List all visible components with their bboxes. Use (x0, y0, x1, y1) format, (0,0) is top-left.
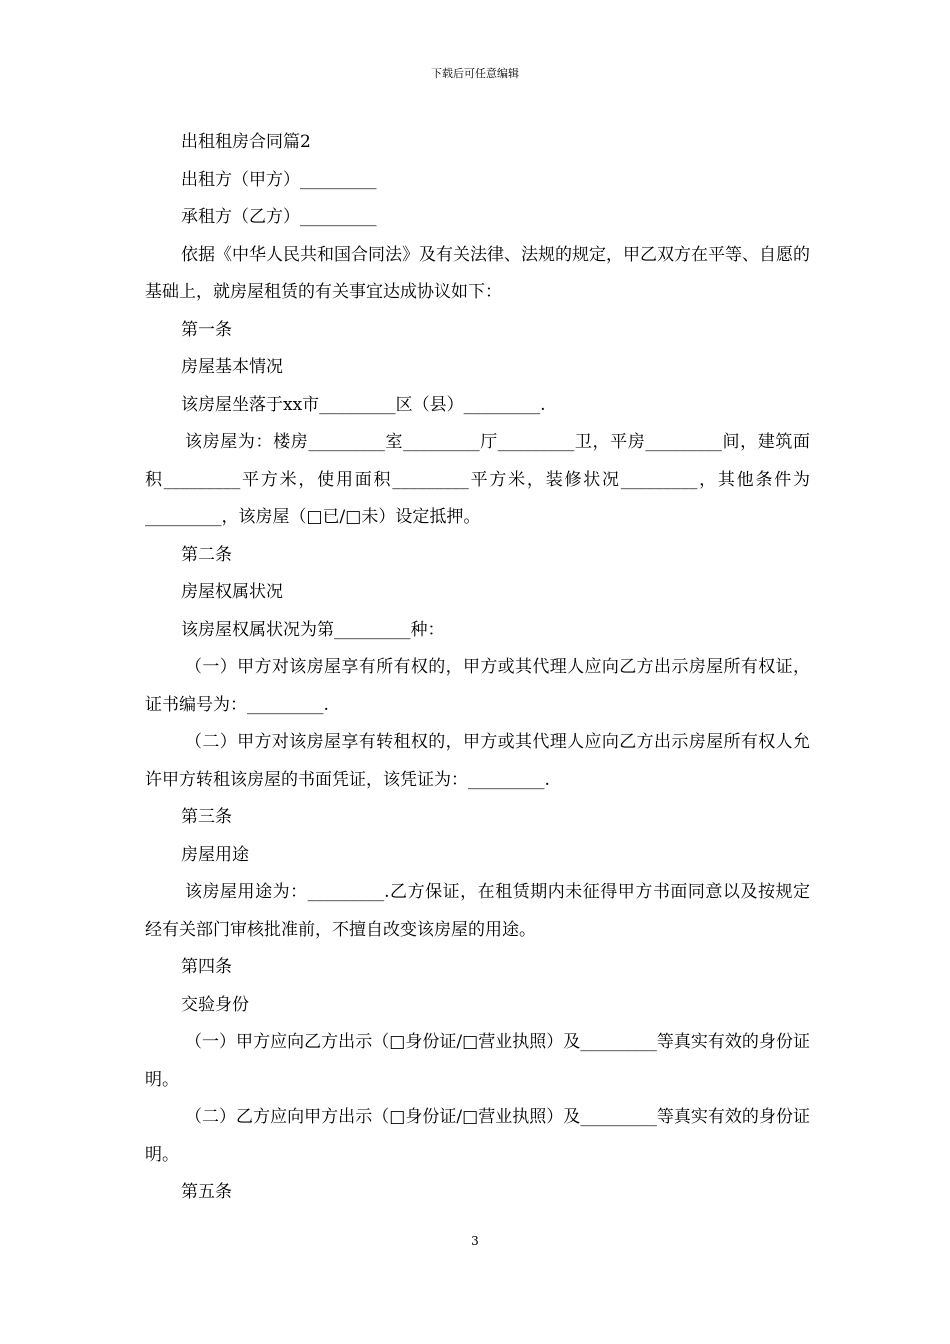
property-details-paragraph: 该房屋为：楼房_________室_________厅_________卫，平房_________间，建筑面积_________平方米，使用面积_________平方米，装修状况_________，其他条件为_________，该房屋（□已/□未）设定抵押。 (145, 432, 810, 527)
ownership-clause-2: （二）甲方对该房屋享有转租权的，甲方或其代理人应向乙方出示房屋所有权人允许甲方转租该房屋的书面凭证，该凭证为：_________. (145, 732, 810, 790)
article-4-title: 交验身份 (181, 994, 249, 1015)
contract-title: 出租租房合同篇2 (181, 132, 311, 152)
ownership-clause-1: （一）甲方对该房屋享有所有权的，甲方或其代理人应向乙方出示房屋所有权证，证书编号为：_________. (145, 657, 810, 715)
article-5-heading: 第五条 (181, 1182, 232, 1202)
article-1-heading: 第一条 (181, 319, 232, 340)
identity-clause-2: （二）乙方应向甲方出示（□身份证/□营业执照）及_________等真实有效的身份证明。 (145, 1107, 810, 1165)
preamble-paragraph: 依据《中华人民共和国合同法》及有关法律、法规的规定，甲乙双方在平等、自愿的基础上，就房屋租赁的有关事宜达成协议如下： (145, 244, 810, 302)
article-1-title: 房屋基本情况 (181, 357, 283, 377)
article-3-heading: 第三条 (181, 807, 232, 827)
property-use-paragraph: 该房屋用途为：_________.乙方保证，在租赁期内未征得甲方书面同意以及按规定经有关部门审核批准前，不擅自改变该房屋的用途。 (145, 882, 810, 940)
article-2-title: 房屋权属状况 (181, 582, 283, 602)
article-2-heading: 第二条 (181, 544, 232, 565)
article-4-heading: 第四条 (181, 957, 232, 977)
property-location-paragraph: 该房屋坐落于xx市_________区（县）_________. (181, 394, 546, 415)
lessee-line: 承租方（乙方）_________ (181, 207, 377, 227)
ownership-status-paragraph: 该房屋权属状况为第_________种： (181, 619, 445, 640)
page-header: 下载后可任意编辑 (431, 67, 519, 80)
page-number: 3 (471, 1234, 479, 1248)
document-body (145, 124, 810, 1212)
identity-clause-1: （一）甲方应向乙方出示（□身份证/□营业执照）及_________等真实有效的身份证明。 (145, 1032, 810, 1090)
article-3-title: 房屋用途 (181, 844, 249, 865)
lessor-line: 出租方（甲方）_________ (181, 169, 377, 190)
